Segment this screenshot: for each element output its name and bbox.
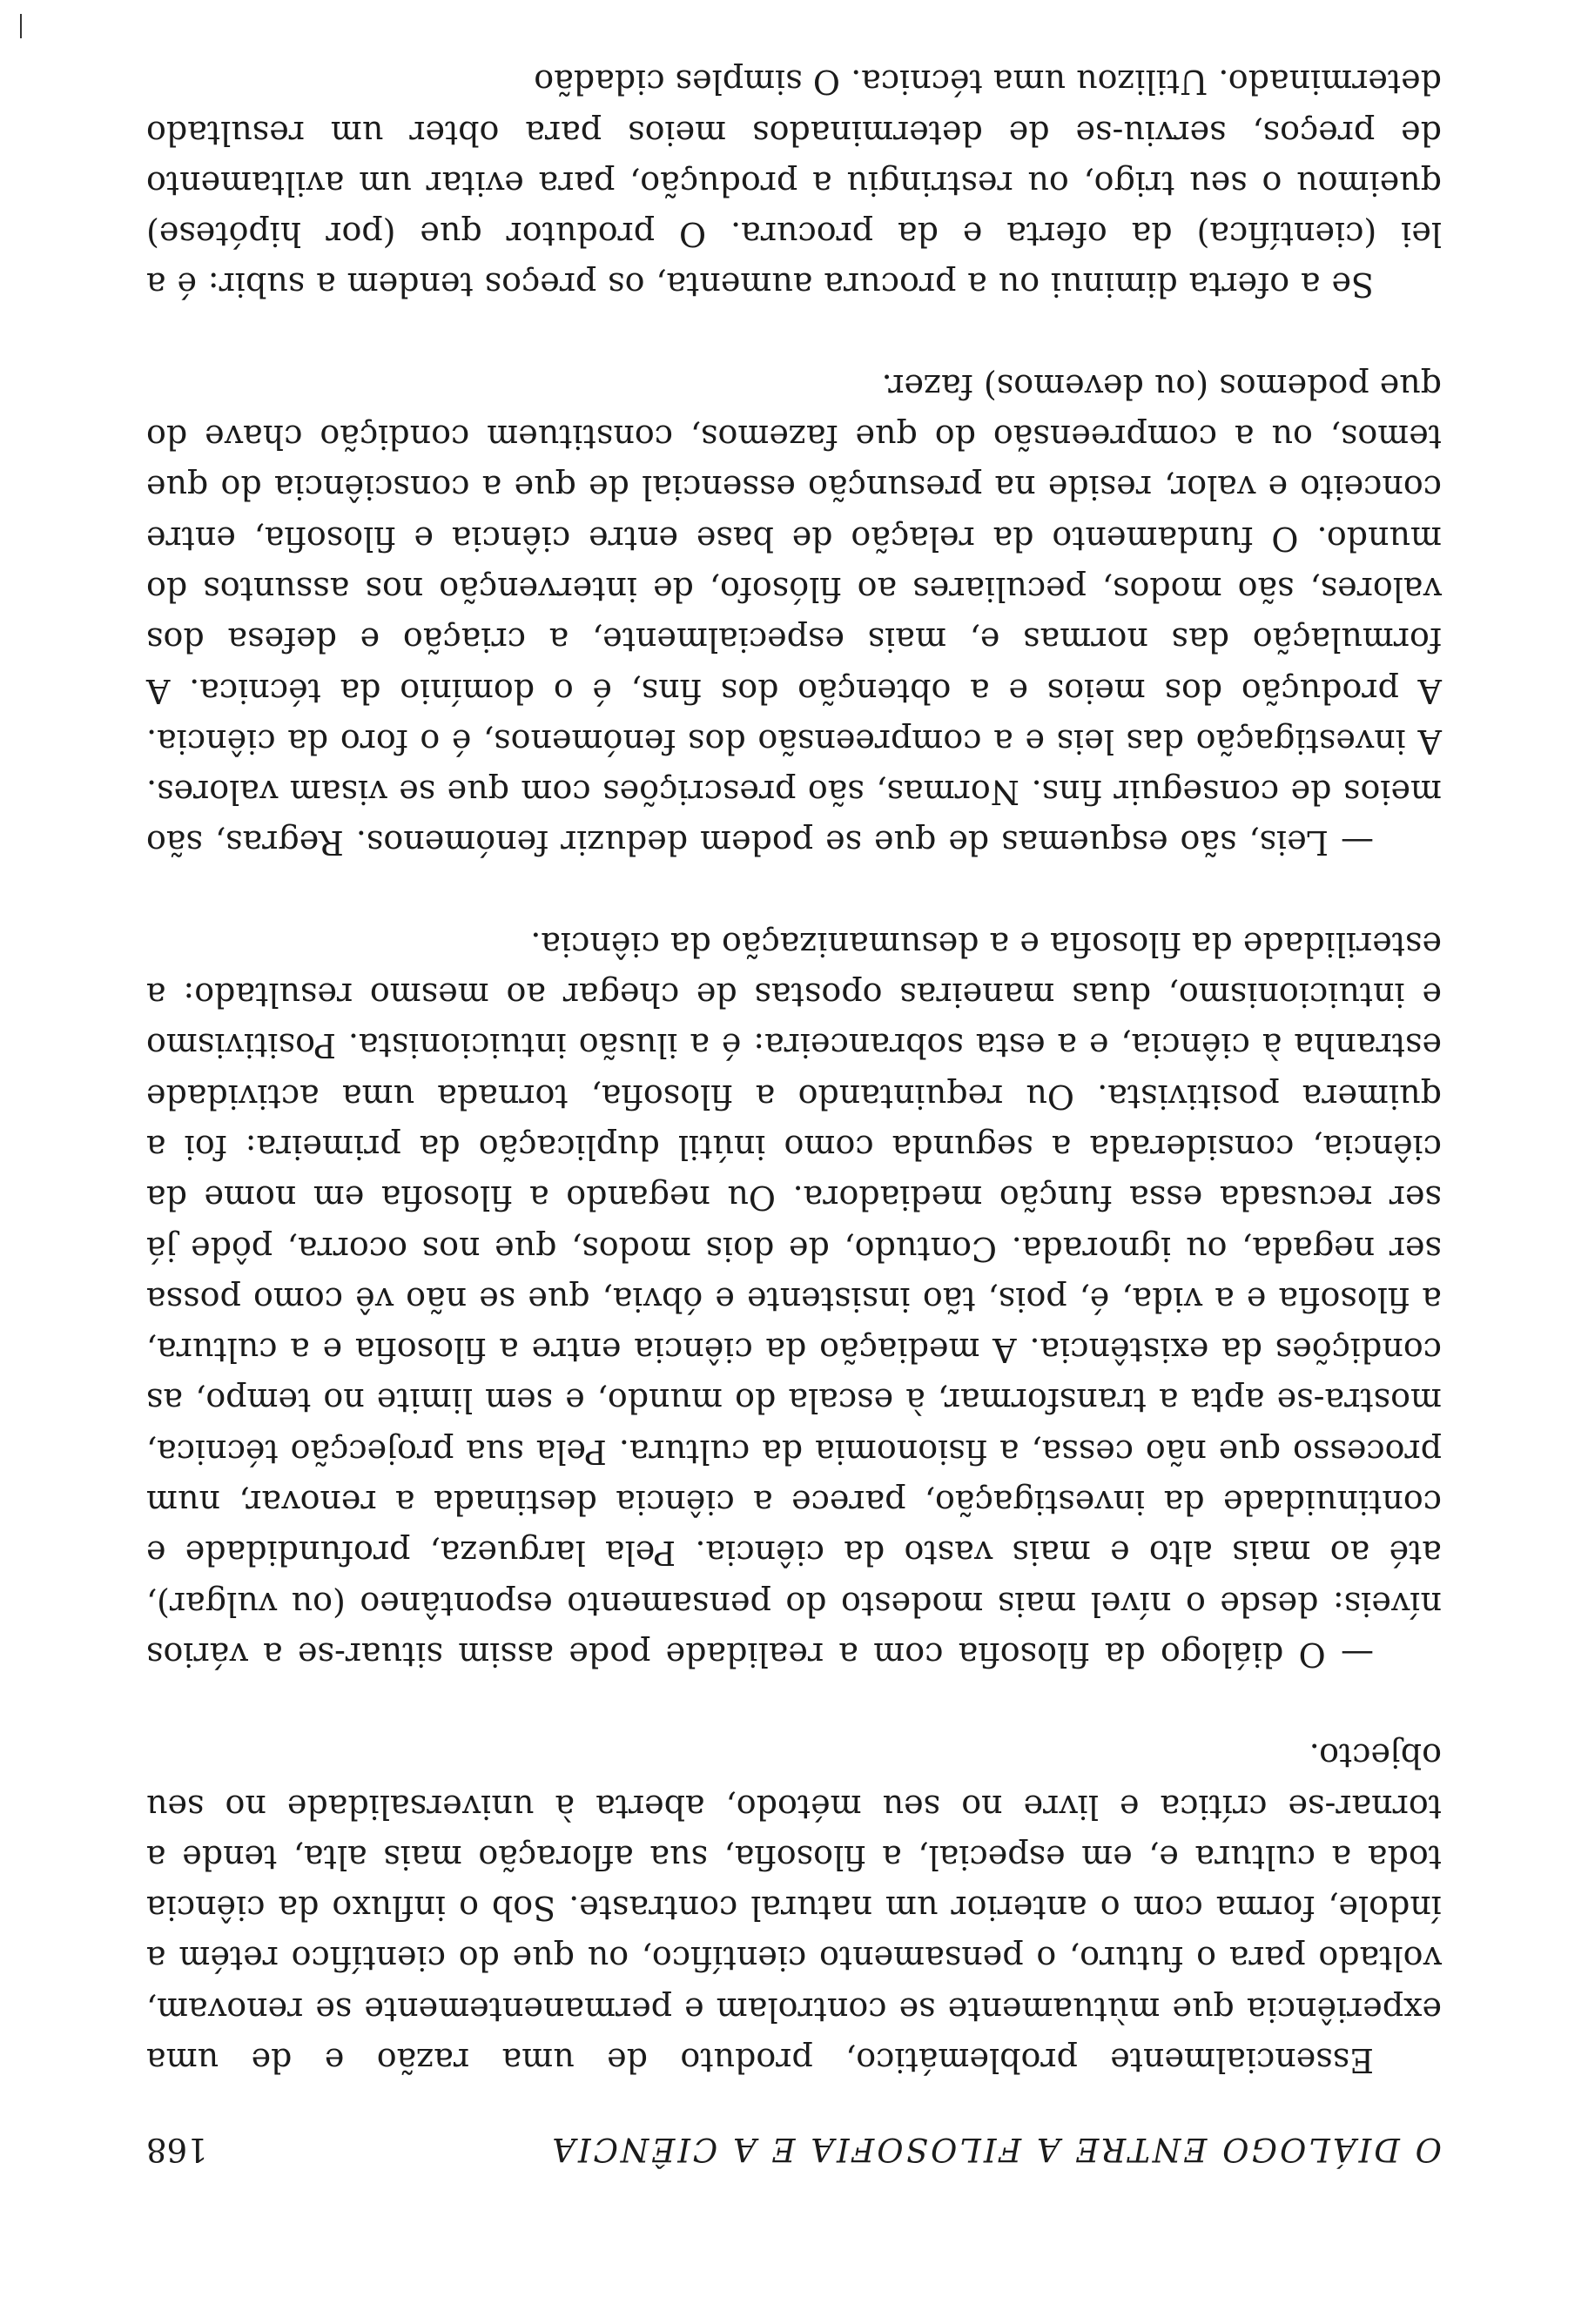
paragraph-2: — O diálogo da filosofia com a realidade pode assim situar-se a vários níveis: desde o nível mais modesto do pensamento espontâneo (ou vulgar), até ao mais alto e mais vasto da ciência. Pela largueza, profundidade e continuidade da investigação, parece a ciência destinada a renovar, num processo que não cessa, a fisionomia da cultura. Pela sua projecção técnica, mostra-se apta a transformar, à escala do mundo, e sem limite no tempo, as condições da existência. A mediação da ciência entre a filosofia e a cultura, a filosofia e a vida, é, pois, tão insistente e óbvia, que se não vê como possa ser negada, ou ignorada. Contudo, de dois modos, que nos ocorra, pôde já ser recusada essa função mediadora. Ou negando a filosofia em nome da ciência, considerada a segunda como inútil duplicação da primeira: foi a quimera positivista. Ou requintando a filosofia, tornada uma actividade estranha à ciência, e a esta sobranceira: é a ilusão intuicionista. Positivismo e intuicionismo, duas maneiras opostas de chegar ao mesmo resultado: a esterilidade da filosofia e a desumanização da ciência. — [146, 924, 1442, 1674]
paragraph-1: Essencialmente problemático, produto de uma razão e de uma experiência que mùtuamente se controlam e permanentemente se renovam, voltado para o futuro, o pensamento científico, ou que do científico retém a índole, forma com o anterior um natural contraste. Sob o influxo da ciência toda a cultura e, em especial, a filosofia, sua afloração mais alta, tende a tornar-se crítica e livre no seu método, aberta à universalidade no seu objecto. — [146, 1736, 1442, 2079]
running-head — [146, 2122, 1442, 2174]
paragraph-4: Se a oferta diminui ou a procura aumenta, os preços tendem a subir: é a lei (científica) da oferta e da procura. O produtor que (por hipótese) queimou o seu trigo, ou restringiu a produção, para evitar um aviltamento de preços, serviu-se de determinados meios para obter um resultado determinado. Utilizou uma técnica. O simples cidadão — [146, 63, 1442, 305]
paragraph-3: — Leis, são esquemas de que se podem deduzir fenómenos. Regras, são meios de conseguir fins. Normas, são prescrições com que se visam valores. A investigação das leis e a compreensão dos fenómenos, é o foro da ciência. A produção dos meios e a obtenção dos fins, é o domínio da técnica. A formulação das normas e, mais especialmente, a criação e defesa dos valores, são modos, peculiares ao filósofo, de intervenção nos assuntos do mundo. O fundamento da relação de base entre ciência e filosofia, entre conceito e valor, reside na presunção essencial de que a consciência do que temos, ou a compreensão do que fazemos, constituem condição chave do que podemos (ou devemos) fazer. — [146, 366, 1442, 863]
page-number: 168 — [146, 2131, 208, 2168]
running-title: O DIÁLOGO ENTRE A FILOSOFIA E A CIÊNCIA — [549, 2131, 1442, 2168]
page-content — [146, 57, 1442, 2174]
